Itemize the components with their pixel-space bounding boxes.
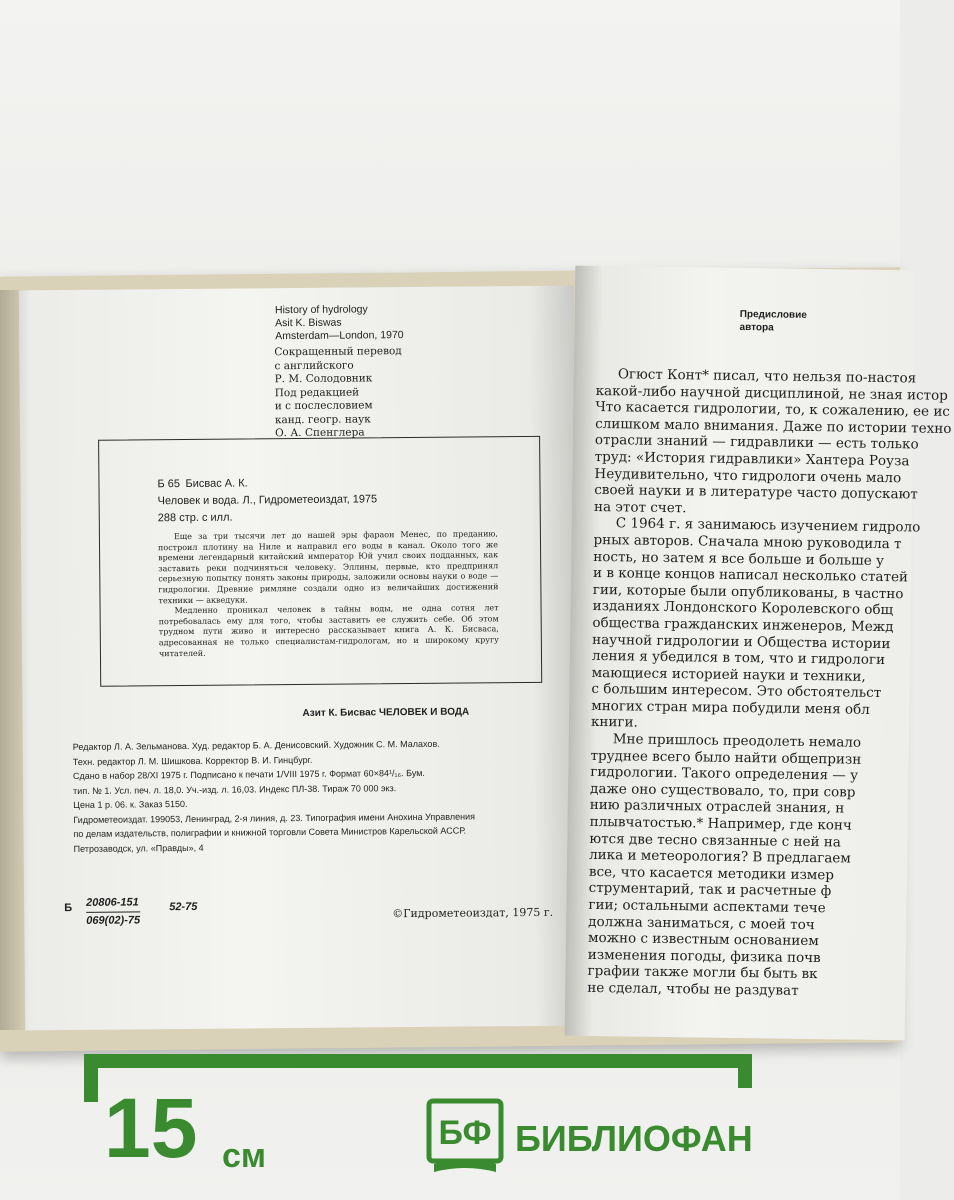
text-line: гидрологии. Такого определения — у xyxy=(590,764,859,784)
credit-line: Сокращенный перевод xyxy=(274,345,402,359)
text-line: лика и метеорология? В предлагаем xyxy=(589,847,851,867)
text-line: научной гидрологии и Общества истории xyxy=(592,631,891,652)
ruler-tick-right xyxy=(738,1054,752,1088)
size-unit: см xyxy=(222,1137,267,1175)
text-line: гии, которые были опубликованы, в частно xyxy=(592,581,904,602)
text-line: можно с известным основанием xyxy=(587,930,819,950)
code-numerator: 20806-151 xyxy=(86,894,140,912)
catalog-pages: 288 стр. с илл. xyxy=(157,511,233,525)
text-line: на этот счет. xyxy=(593,498,687,516)
code-fraction xyxy=(86,894,140,928)
text-line: и в конце концов написал несколько статей xyxy=(592,565,909,586)
text-line: С 1964 г. я занимаюсь изучением гидроло xyxy=(615,515,921,536)
text-line: графии также могли бы быть вк xyxy=(587,963,818,983)
text-line: мающиеся историей науки и техники, xyxy=(591,664,866,685)
text-line: ность, но затем я все больше и больше у xyxy=(593,548,885,569)
text-line: Что касается гидрологии, то, к сожалению, ее ис xyxy=(595,399,951,421)
text-line: плывчатостью.* Например, где конч xyxy=(589,813,852,834)
text-line: ются две тесно связанные с ней на xyxy=(589,830,841,851)
imprint-line: тип. № 1. Усл. печ. л. 18,0. Уч.-изд. л. 16,03. Индекс ПЛ-38. Тираж 70 000 экз. xyxy=(73,782,397,796)
code-suffix: 52-75 xyxy=(169,900,198,914)
left-page xyxy=(19,286,580,1031)
text-line: гии; остальными аспектами тече xyxy=(588,896,826,917)
page-shadow xyxy=(0,290,30,1030)
text-line: труд: «История гидравлики» Хантера Роуза xyxy=(594,448,910,470)
credit-line: Под редакцией xyxy=(274,385,360,399)
text-line: рных авторов. Сначала мною руководила т xyxy=(593,531,902,553)
annotation-paragraph: Еще за три тысячи лет до нашей эры фараон Менес, по преданию, построил плотину на Ниле и направил его воды в канал. Около того же времени легендарный китайский император Юй учил своих подданных, как заставить реки подчиняться человеку. Эллины, первые, кто предпринял серьезную попытку понять законы природы, заложили основы науки о воде — гидрологии. Древние римляне создали одно из величайших достижений техники — акведуки. xyxy=(157,529,499,605)
bibliofan-logo-icon xyxy=(426,1098,504,1176)
text-line: своей науки и в литературе часто допускают xyxy=(594,482,918,503)
credit-line: О. А. Спенглера xyxy=(274,426,365,440)
logo-text: БФ xyxy=(438,1114,492,1152)
text-line: ления я убедился в том, что и гидрологи xyxy=(591,648,886,669)
ruler-tick-left xyxy=(84,1054,98,1102)
original-edition xyxy=(275,303,404,343)
credit-line: канд. геогр. наук xyxy=(274,412,371,426)
code-denominator: 069(02)-75 xyxy=(86,914,141,927)
preface-title-line: автора xyxy=(739,321,774,334)
book-title: Азит К. Бисвас ЧЕЛОВЕК И ВОДА xyxy=(302,706,470,719)
original-publisher: Amsterdam—London, 1970 xyxy=(275,329,404,343)
text-line: какой-либо научной дисциплиной, не зная истор xyxy=(595,382,948,404)
imprint-line: Техн. редактор Л. М. Шишкова. Корректор В. И. Гинцбург. xyxy=(72,754,313,767)
catalog-card xyxy=(98,436,542,687)
imprint xyxy=(73,736,544,856)
text-line: общества гражданских инженеров, Межд xyxy=(592,614,894,636)
text-line: труднее всего было найти общепризн xyxy=(590,747,862,768)
text-line: с большим интересом. Это обстоятельст xyxy=(591,681,882,702)
text-line: должна заниматься, с моей точ xyxy=(588,913,815,933)
catalog-author: Бисвас А. К. xyxy=(185,477,248,490)
preface-body xyxy=(587,366,952,1001)
catalog-card-header xyxy=(157,474,377,527)
preface-title xyxy=(739,308,806,335)
text-line: струментарий, так и расчетные ф xyxy=(588,880,832,900)
credit-line: Р. М. Солодовник xyxy=(274,372,373,386)
annotation-paragraph: Медленно проникал человек в тайны воды, не одна сотня лет потребовалась ему для того, чтобы заставить ее служить себе. Об этом трудном пути живо и интересно рассказывает книга А. К. Бисваса, адресованная не только специалистам-гидрологам, но и широкому кругу читателей. xyxy=(158,603,499,658)
imprint-line: Сдано в набор 28/XI 1975 г. Подписано к печати 1/VIII 1975 г. Формат 60×84¹/₁₆. Бум. xyxy=(72,767,425,781)
text-line: изданиях Лондонского Королевского общ xyxy=(592,598,894,619)
code-letter: Б xyxy=(64,901,73,915)
copyright: ©Гидрометеоиздат, 1975 г. xyxy=(392,905,554,921)
credit-line: и с послесловием xyxy=(274,399,373,413)
right-page xyxy=(565,266,952,1041)
catalog-title: Человек и вода. Л., Гидрометеоиздат, 1975 xyxy=(157,493,378,508)
text-line: даже оно существовало, то, при совр xyxy=(589,780,856,801)
imprint-line: Гидрометеоиздат. 199053, Ленинград, 2-я линия, д. 23. Типография имени Анохина Управления xyxy=(73,810,476,825)
ruler-line xyxy=(84,1054,752,1068)
text-line: Мне пришлось преодолеть немало xyxy=(612,731,862,751)
imprint-line: по делам издательств, полиграфии и книжной торговли Совета Министров Карельской АССР. xyxy=(73,825,467,839)
text-line: не сделал, чтобы не раздуват xyxy=(587,979,799,999)
brand-name: БИБЛИОФАН xyxy=(515,1118,753,1159)
size-value: 15 xyxy=(104,1081,198,1175)
credit-line: с английского xyxy=(274,359,354,372)
catalog-code: Б 65 xyxy=(157,478,181,491)
imprint-line: Петрозаводск, ул. «Правды», 4 xyxy=(73,842,204,854)
imprint-line: Редактор Л. А. Зельманова. Худ. редактор Б. А. Денисовский. Художник С. М. Малахов. xyxy=(72,738,440,752)
text-line: Огюст Конт* писал, что нельзя по-настоя xyxy=(617,366,917,387)
preface-title-line: Предисловие xyxy=(739,308,807,321)
text-line: отрасли знаний — гидравлики — есть только xyxy=(594,432,919,453)
original-title: History of hydrology xyxy=(274,303,368,317)
imprint-line: Цена 1 р. 06. к. Заказ 5150. xyxy=(73,798,188,810)
text-line: книги. xyxy=(590,714,638,732)
text-line: слишком мало внимания. Даже по истории техно xyxy=(595,415,952,437)
text-line: все, что касается методики измер xyxy=(588,863,835,884)
text-line: Неудивительно, что гидрологи очень мало xyxy=(594,465,902,486)
text-line: нию различных отраслей знания, н xyxy=(589,797,845,817)
catalog-annotation xyxy=(158,529,499,659)
translation-credits xyxy=(274,345,402,441)
text-line: многих стран мира побудили меня обл xyxy=(591,697,870,718)
text-line: изменения погоды, физика почв xyxy=(587,946,821,966)
original-author: Asit K. Biswas xyxy=(275,316,342,330)
